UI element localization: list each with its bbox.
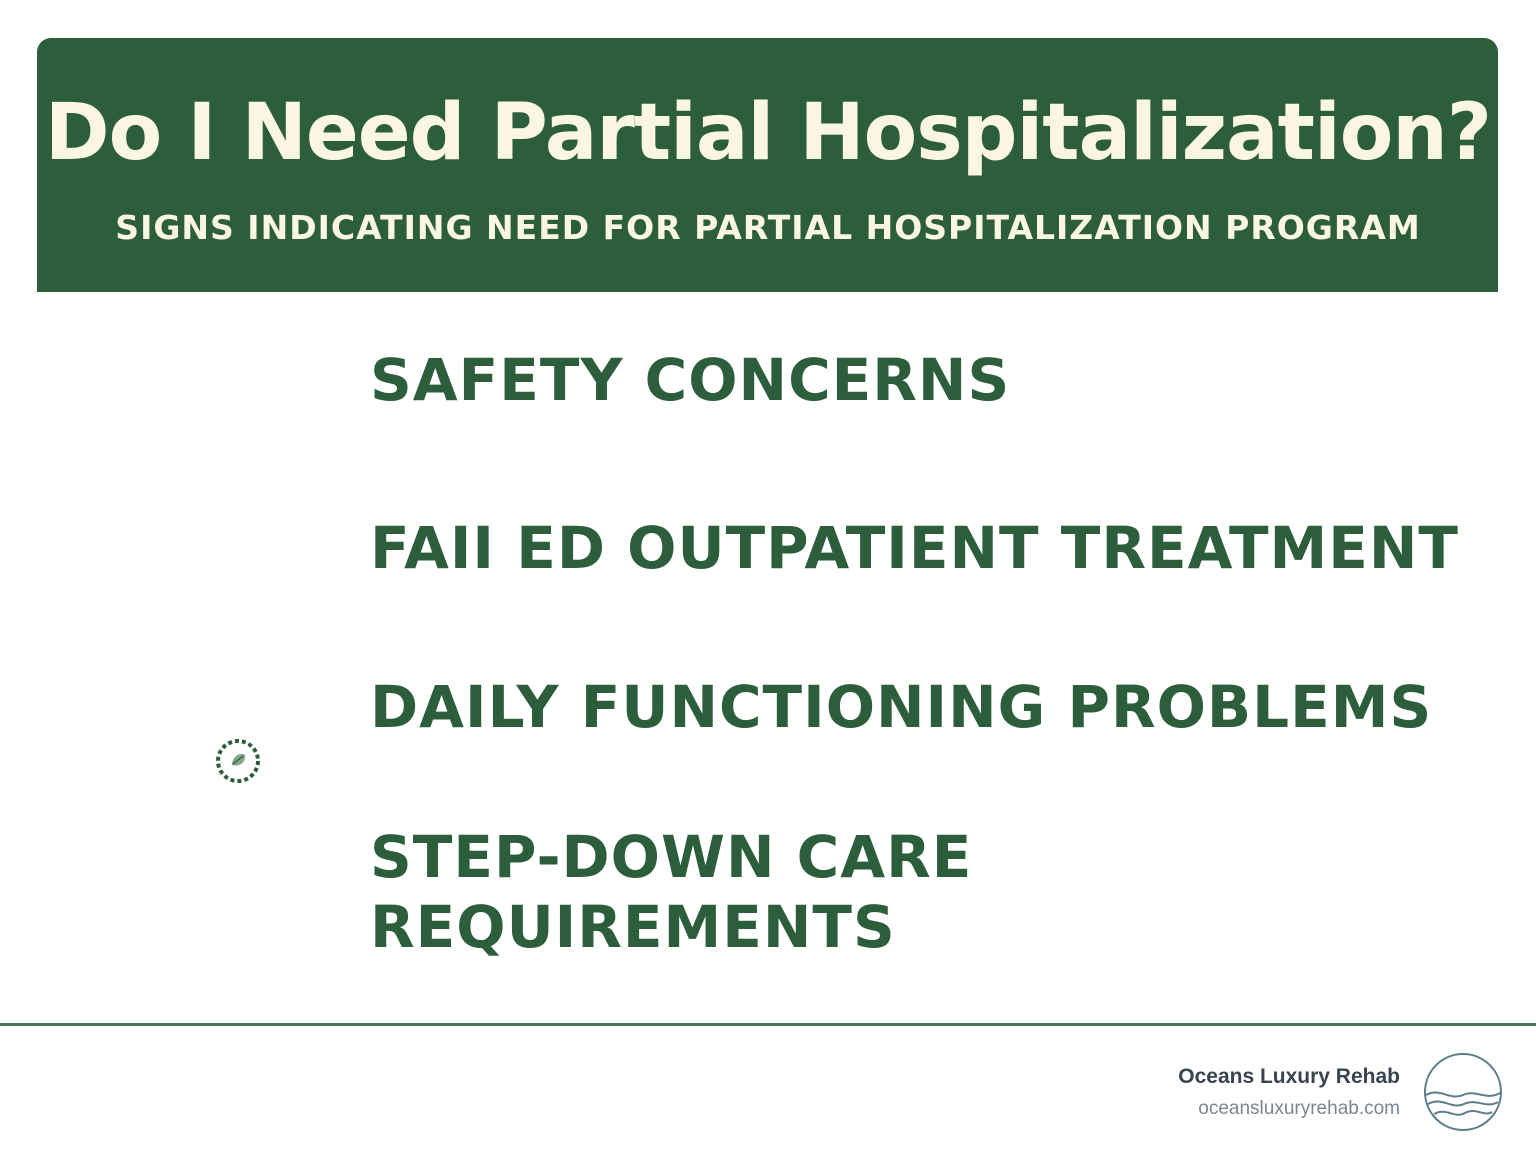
sign-daily-functioning-problems: DAILY FUNCTIONING PROBLEMS [370, 673, 1433, 741]
footer-divider [0, 1023, 1536, 1026]
ocean-waves-logo-icon [1422, 1051, 1504, 1133]
sign-failed-outpatient-treatment: FAII ED OUTPATIENT TREATMENT [370, 514, 1459, 582]
sign-step-down-care-requirements: STEP-DOWN CARE REQUIREMENTS [370, 823, 973, 961]
page-subtitle: SIGNS INDICATING NEED FOR PARTIAL HOSPITALIZATION PROGRAM [115, 208, 1421, 247]
brand-url[interactable]: oceansluxuryrehab.com [1198, 1098, 1400, 1119]
leaf-badge-icon [212, 735, 264, 787]
brand-name: Oceans Luxury Rehab [1178, 1065, 1400, 1088]
page-title: Do I Need Partial Hospitalization? [44, 88, 1492, 178]
sign-safety-concerns: SAFETY CONCERNS [370, 346, 1011, 414]
